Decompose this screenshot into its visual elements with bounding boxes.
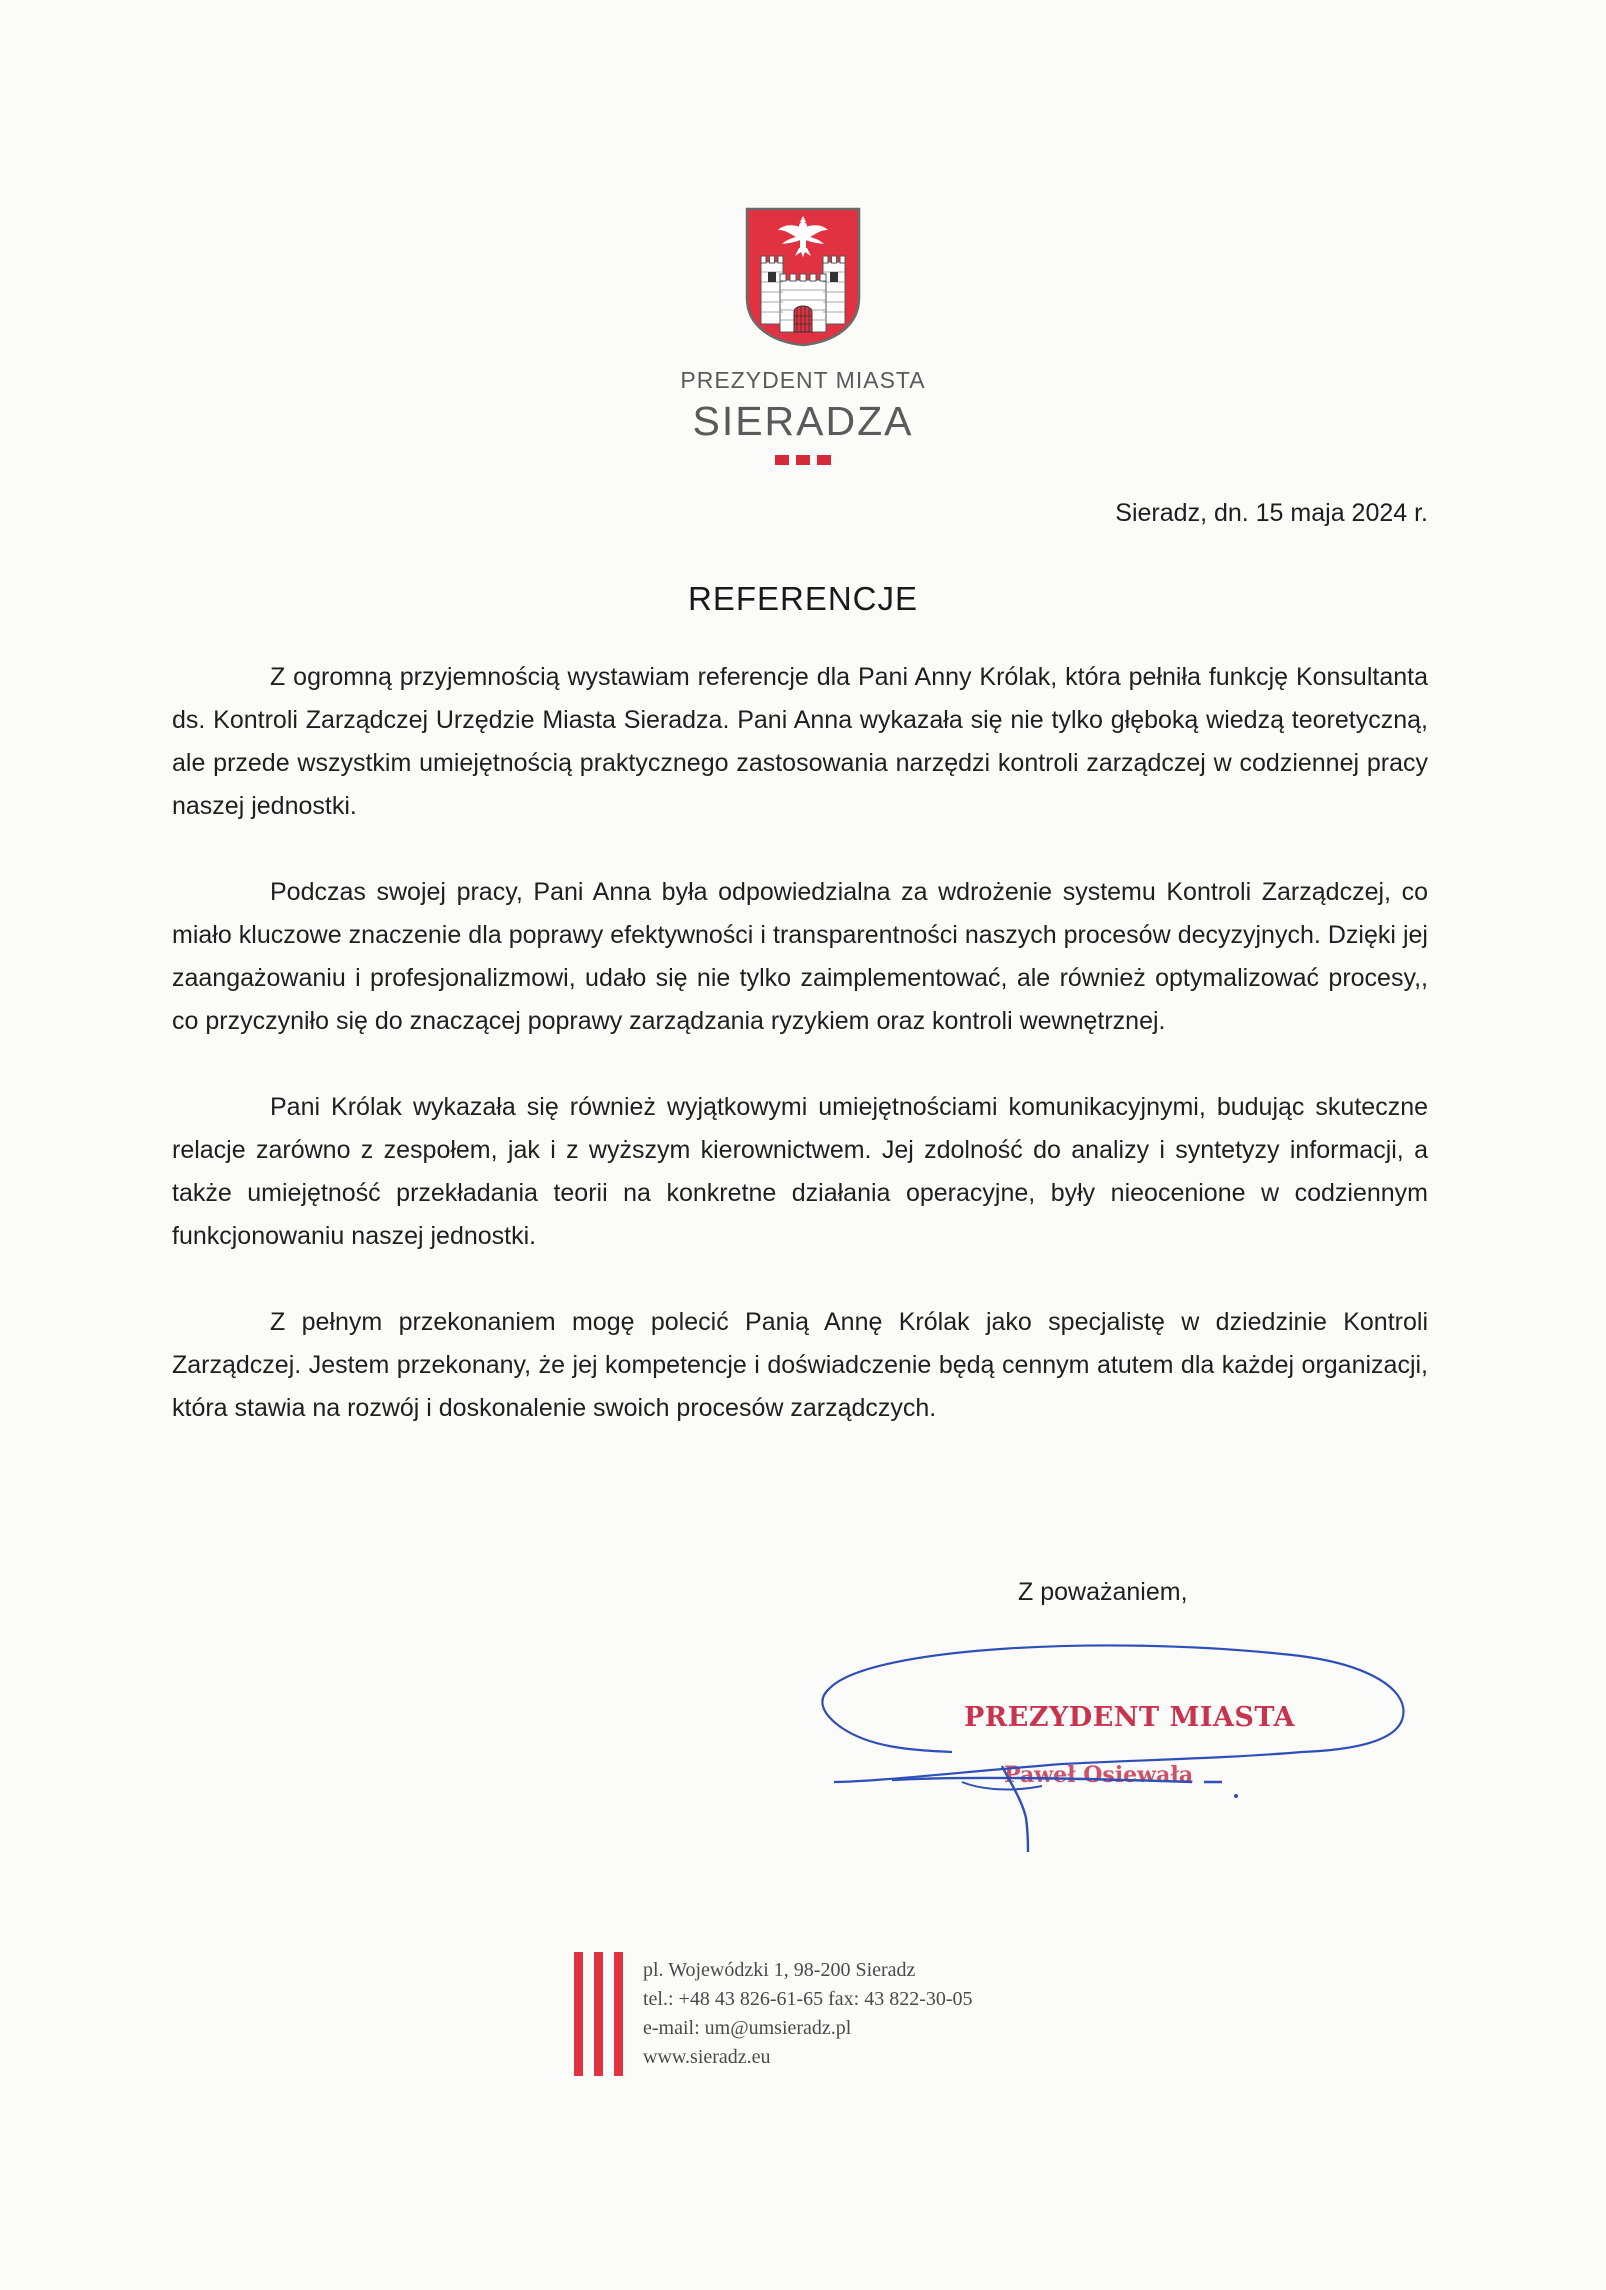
letter-closing: Z poważaniem,	[1018, 1578, 1188, 1606]
footer-bar	[614, 1952, 623, 2076]
footer-email[interactable]: e-mail: um@umsieradz.pl	[643, 2017, 852, 2039]
footer-contact	[643, 1956, 973, 2072]
body-paragraph: Pani Królak wykazała się również wyjątkowymi umiejętnościami komunikacyjnymi, budując skuteczne relacje zarówno z zespołem, jak i z wyższym kierownictwem. Jej zdolność do analizy i syntetyzy informacji, a także umiejętność przekładania teorii na konkretne działania operacyjne, były nieocenione w codziennym funkcjonowaniu naszej jednostki.	[172, 1093, 1428, 1250]
office-name-line2: SIERADZA	[692, 398, 914, 444]
footer-logo-bars	[574, 1952, 626, 2076]
footer-address: pl. Wojewódzki 1, 98-200 Sieradz	[643, 1959, 916, 1981]
body-paragraph: Podczas swojej pracy, Pani Anna była odpowiedzialna za wdrożenie systemu Kontroli Zarządczej, co miało kluczowe znaczenie dla poprawy efektywności i transparentności naszych procesów decyzyjnych. Dzięki jej zaangażowaniu i profesjonalizmowi, udało się nie tylko zaimplementować, ale również optymalizować procesy,, co przyczyniło się do znaczącej poprawy zarządzania ryzykiem oraz kontroli wewnętrznej.	[172, 878, 1428, 1035]
accent-square	[796, 455, 810, 465]
sieradz-coat-of-arms-icon	[744, 206, 862, 348]
accent-square	[775, 455, 789, 465]
stamp-name: Paweł Osiewała	[1004, 1762, 1194, 1788]
body-paragraph: Z pełnym przekonaniem mogę polecić Panią Annę Królak jako specjalistę w dziedzinie Kontroli Zarządczej. Jestem przekonany, że jej kompetencje i doświadczenie będą cennym atutem dla każdej organizacji, która stawia na rozwój i doskonalenie swoich procesów zarządczych.	[172, 1308, 1428, 1422]
accent-square	[817, 455, 831, 465]
footer-phone: tel.: +48 43 826-61-65 fax: 43 822-30-05	[643, 1988, 973, 2010]
office-accent-squares	[775, 455, 831, 465]
footer-bar	[594, 1952, 603, 2076]
letter-title: REFERENCJE	[687, 580, 919, 617]
footer-website[interactable]: www.sieradz.eu	[643, 2046, 771, 2068]
footer-bar	[574, 1952, 583, 2076]
body-paragraph: Z ogromną przyjemnością wystawiam referencje dla Pani Anny Królak, która pełniła funkcję Konsultanta ds. Kontroli Zarządczej Urzędzie Miasta Sieradza. Pani Anna wykazała się nie tylko głęboką wiedzą teoretyczną, ale przede wszystkim umiejętnością praktycznego zastosowania narzędzi kontroli zarządczej w codziennej pracy naszej jednostki.	[172, 663, 1428, 820]
letter-body	[172, 656, 1428, 1473]
stamp-title: PREZYDENT MIASTA	[964, 1702, 1295, 1733]
office-name-line1: PREZYDENT MIASTA	[680, 367, 926, 393]
handwritten-signature	[812, 1632, 1412, 1862]
letter-date: Sieradz, dn. 15 maja 2024 r.	[1115, 499, 1428, 527]
